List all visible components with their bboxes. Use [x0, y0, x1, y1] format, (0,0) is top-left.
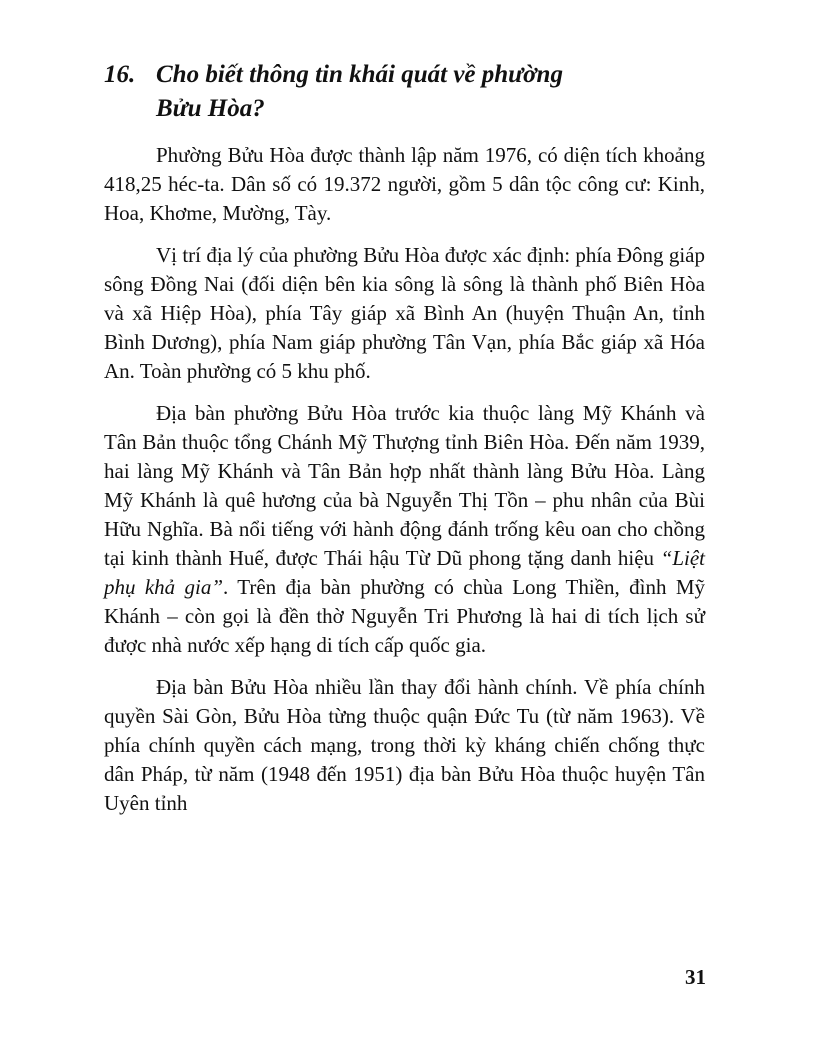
paragraph-history-text-after: . Trên địa bàn phường có chùa Long Thiền, đình Mỹ Khánh – còn gọi là đền thờ Nguyễn Tri Phương là hai di tích lịch sử được nhà nước xếp hạng di tích cấp quốc gia.	[104, 575, 705, 657]
heading-line-1	[104, 58, 724, 92]
heading-text-line-1: Cho biết thông tin khái quát về phường	[156, 61, 563, 88]
paragraph-location: Vị trí địa lý của phường Bửu Hòa được xác định: phía Đông giáp sông Đồng Nai (đối diện bên kia sông là sông là thành phố Biên Hòa và xã Hiệp Hòa), phía Tây giáp xã Bình An (huyện Thuận An, tỉnh Bình Dương), phía Nam giáp phường Tân Vạn, phía Bắc giáp xã Hóa An. Toàn phường có 5 khu phố.	[104, 243, 705, 383]
heading-text-line-2: Bửu Hòa?	[156, 95, 265, 122]
body-text	[104, 141, 705, 831]
paragraph-overview: Phường Bửu Hòa được thành lập năm 1976, có diện tích khoảng 418,25 héc-ta. Dân số có 19.372 người, gồm 5 dân tộc công cư: Kinh, Hoa, Khơme, Mường, Tày.	[104, 143, 705, 225]
paragraph-history	[104, 399, 705, 660]
paragraph-history-title-quote: “Liệt phụ khả gia”	[104, 546, 705, 599]
page-number: 31	[685, 965, 706, 989]
question-number: 16.	[104, 61, 136, 88]
paragraph-history-text-before: Địa bàn phường Bửu Hòa trước kia thuộc làng Mỹ Khánh và Tân Bản thuộc tổng Chánh Mỹ Thượng tỉnh Biên Hòa. Đến năm 1939, hai làng Mỹ Khánh và Tân Bản hợp nhất thành làng Bửu Hòa. Làng Mỹ Khánh là quê hương của bà Nguyễn Thị Tồn – phu nhân của Bùi Hữu Nghĩa. Bà nổi tiếng với hành động đánh trống kêu oan cho chồng tại kinh thành Huế, được Thái hậu Từ Dũ phong tặng danh hiệu	[104, 401, 705, 570]
paragraph-administration: Địa bàn Bửu Hòa nhiều lần thay đổi hành chính. Về phía chính quyền Sài Gòn, Bửu Hòa từng thuộc quận Đức Tu (từ năm 1963). Về phía chính quyền cách mạng, trong thời kỳ kháng chiến chống thực dân Pháp, từ năm (1948 đến 1951) địa bàn Bửu Hòa thuộc huyện Tân Uyên tỉnh	[104, 675, 705, 815]
question-heading	[104, 58, 724, 126]
